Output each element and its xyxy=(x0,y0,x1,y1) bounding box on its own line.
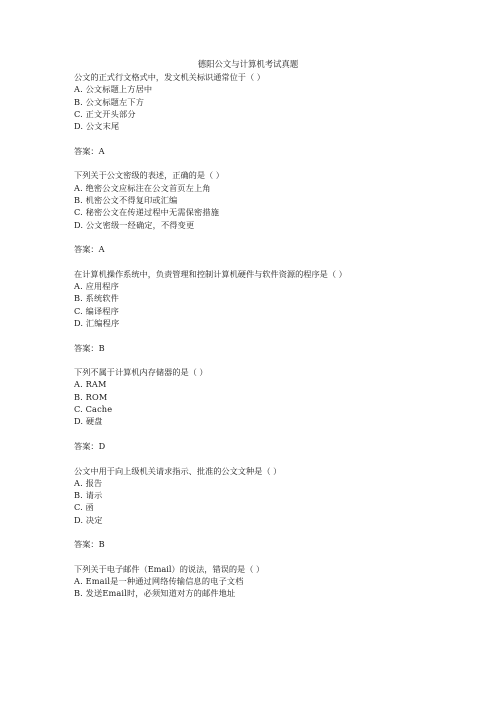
question-stem: 公文中用于向上级机关请求指示、批准的公文文种是（ ） xyxy=(74,465,282,476)
option: B. 请示 xyxy=(74,490,103,501)
spacer xyxy=(74,255,434,267)
option: B. 机密公文不得复印或汇编 xyxy=(74,194,178,205)
option: B. ROM xyxy=(74,391,108,402)
question-stem: 下列关于电子邮件（Email）的说法，错误的是（ ） xyxy=(74,563,265,574)
answer: 答案：A xyxy=(74,244,105,255)
option: A. Email是一种通过网络传输信息的电子文档 xyxy=(74,576,244,587)
answer: 答案：A xyxy=(74,145,105,156)
question-stem: 公文的正式行文格式中，发文机关标识通常位于（ ） xyxy=(74,72,265,82)
option: C. 函 xyxy=(74,502,94,513)
question xyxy=(74,169,434,267)
question xyxy=(74,268,434,366)
spacer xyxy=(74,132,434,144)
question xyxy=(74,366,434,464)
question-stem: 下列关于公文密级的表述，正确的是（ ） xyxy=(74,170,224,181)
option: C. 正文开头部分 xyxy=(74,108,136,119)
question-list xyxy=(74,71,434,600)
spacer xyxy=(74,428,434,440)
spacer xyxy=(74,452,434,464)
question-stem: 下列不属于计算机内存储器的是（ ） xyxy=(74,367,208,378)
question xyxy=(74,465,434,563)
option: D. 汇编程序 xyxy=(74,317,120,328)
option: A. 绝密公文应标注在公文首页左上角 xyxy=(74,182,211,193)
option: D. 公文密级一经确定，不得变更 xyxy=(74,219,195,230)
document-title: 德阳公文与计算机考试真题 xyxy=(197,59,299,69)
option: A. 公文标题上方居中 xyxy=(74,84,153,95)
spacer xyxy=(74,551,434,563)
option: B. 公文标题左下方 xyxy=(74,96,145,107)
option: A. 应用程序 xyxy=(74,281,119,292)
spacer xyxy=(74,231,434,243)
option: C. 编译程序 xyxy=(74,305,119,316)
question xyxy=(74,563,434,600)
question xyxy=(74,71,434,169)
option: A. 报告 xyxy=(74,477,103,488)
spacer xyxy=(74,526,434,538)
answer: 答案：B xyxy=(74,539,105,550)
spacer xyxy=(74,354,434,366)
option: D. 公文末尾 xyxy=(74,121,120,132)
option: C. Cache xyxy=(74,404,113,415)
option: B. 发送Email时，必须知道对方的邮件地址 xyxy=(74,588,236,599)
option: C. 秘密公文在传递过程中无需保密措施 xyxy=(74,207,220,218)
spacer xyxy=(74,329,434,341)
question-stem: 在计算机操作系统中，负责管理和控制计算机硬件与软件资源的程序是（ ） xyxy=(74,268,347,279)
option: D. 决定 xyxy=(74,514,103,525)
option: D. 硬盘 xyxy=(74,416,103,427)
spacer xyxy=(74,157,434,169)
answer: 答案：B xyxy=(74,342,105,353)
answer: 答案：D xyxy=(74,440,106,451)
option: B. 系统软件 xyxy=(74,293,120,304)
option: A. RAM xyxy=(74,379,107,390)
